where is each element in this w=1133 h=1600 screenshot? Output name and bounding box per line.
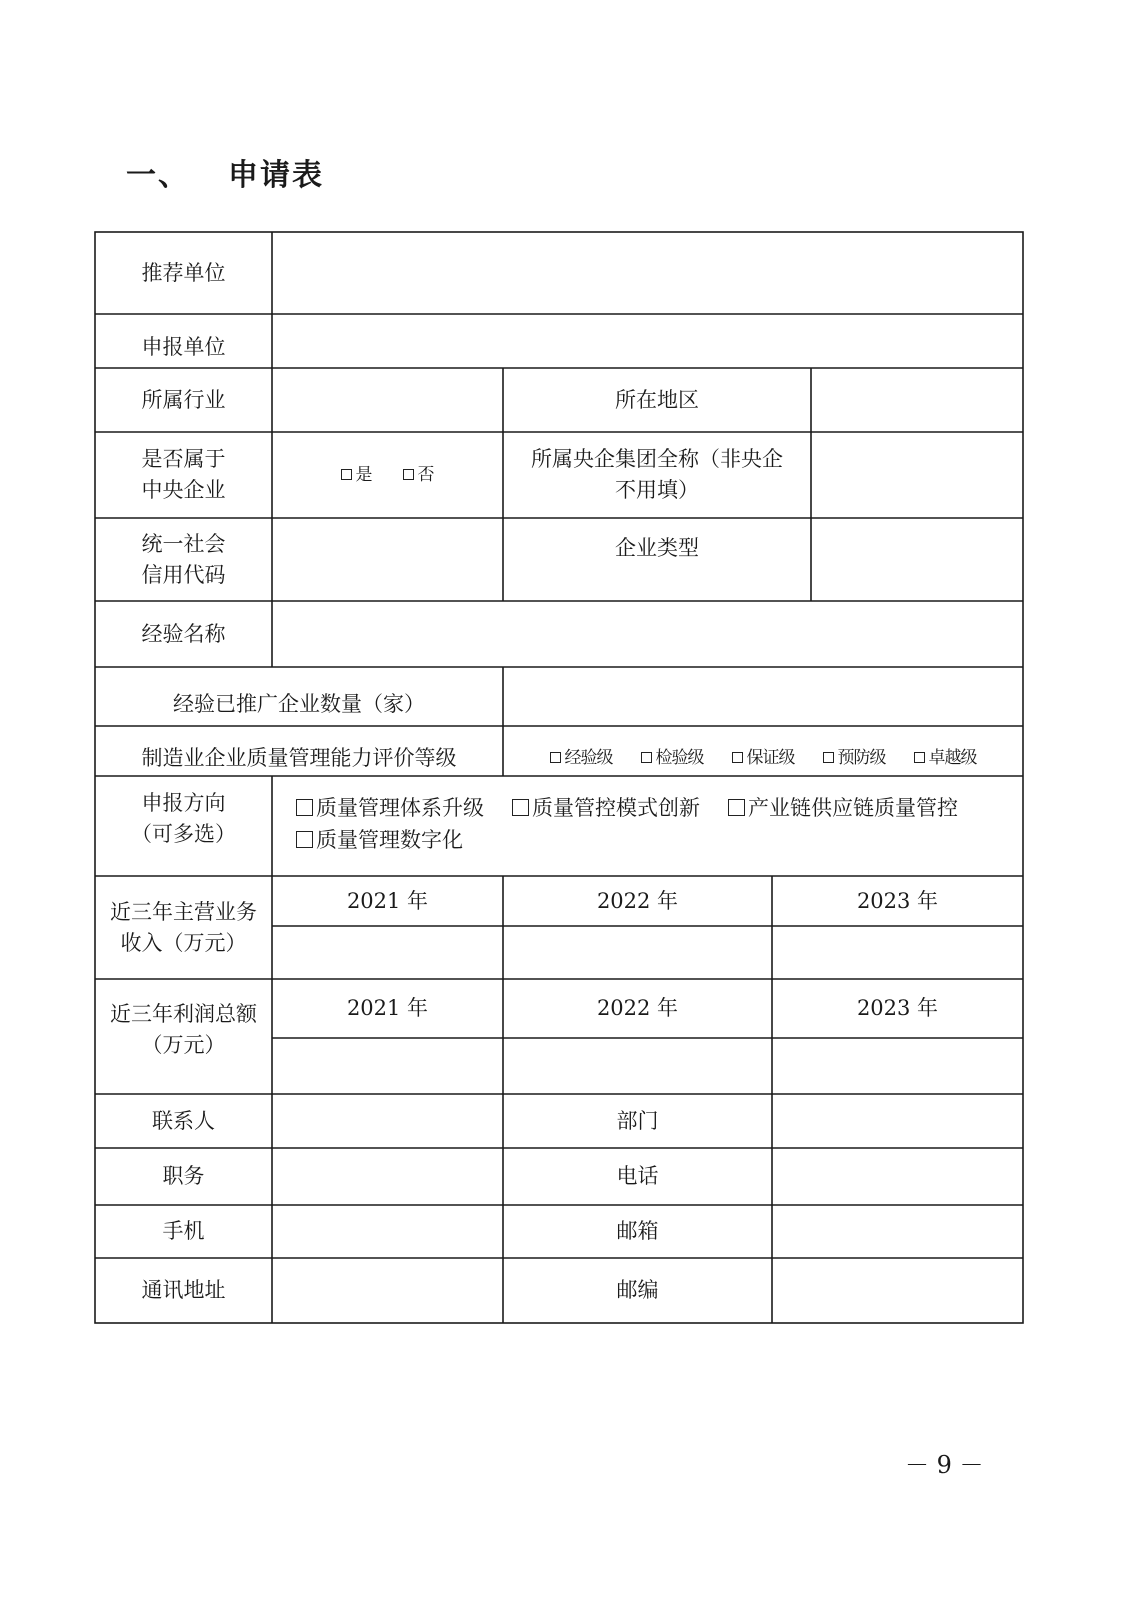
input-enterprise-type[interactable] xyxy=(811,518,1023,601)
checkbox-icon[interactable] xyxy=(550,752,561,763)
revenue-year-2021: 2021 年 xyxy=(346,888,429,913)
option-yes[interactable] xyxy=(341,460,373,491)
direction-option[interactable] xyxy=(512,796,700,820)
input-email[interactable] xyxy=(772,1205,1023,1258)
capability-level-options xyxy=(503,726,1023,776)
label-contact: 联系人 xyxy=(152,1108,215,1133)
checkbox-icon[interactable] xyxy=(641,752,652,763)
input-experience-name[interactable] xyxy=(272,601,1023,667)
level-label: 卓越级 xyxy=(928,747,977,768)
checkbox-icon[interactable] xyxy=(296,831,313,848)
level-option[interactable] xyxy=(732,743,795,774)
direction-option[interactable] xyxy=(296,796,484,820)
label-applicant-unit: 申报单位 xyxy=(141,334,226,359)
input-revenue-2023[interactable] xyxy=(772,926,1023,979)
input-region[interactable] xyxy=(811,368,1023,432)
label-capability-level: 制造业企业质量管理能力评价等级 xyxy=(141,745,457,770)
input-contact[interactable] xyxy=(272,1094,503,1148)
level-option[interactable] xyxy=(641,743,704,774)
label-phone: 电话 xyxy=(616,1164,659,1188)
input-profit-2021[interactable] xyxy=(272,1038,503,1094)
option-no[interactable] xyxy=(403,460,435,491)
label-enterprise-type: 企业类型 xyxy=(615,535,699,560)
label-direction-line1: 申报方向 xyxy=(141,791,226,815)
input-industry[interactable] xyxy=(272,368,503,432)
input-address[interactable] xyxy=(272,1258,503,1323)
checkbox-icon[interactable] xyxy=(296,799,313,816)
label-group-name-line2: 不用填） xyxy=(615,478,699,502)
label-position: 职务 xyxy=(162,1164,205,1188)
revenue-year-2023: 2023 年 xyxy=(856,888,939,913)
input-credit-code[interactable] xyxy=(272,518,503,601)
direction-option[interactable] xyxy=(296,828,463,852)
checkbox-icon[interactable] xyxy=(732,752,743,763)
checkbox-icon[interactable] xyxy=(341,469,352,480)
direction-label: 质量管理数字化 xyxy=(316,828,463,852)
label-recommend-unit: 推荐单位 xyxy=(141,260,226,285)
label-central-enterprise-line2: 中央企业 xyxy=(141,478,226,502)
label-revenue-line1: 近三年主营业务 xyxy=(110,899,257,924)
checkbox-icon[interactable] xyxy=(728,799,745,816)
central-enterprise-options xyxy=(272,432,503,518)
level-label: 保证级 xyxy=(746,747,795,768)
label-credit-code-line2: 信用代码 xyxy=(141,562,226,587)
page-number: － 9 － xyxy=(905,1451,984,1479)
input-group-name[interactable] xyxy=(811,432,1023,518)
profit-year-2023: 2023 年 xyxy=(856,996,939,1020)
section-number: 一、 xyxy=(126,158,190,193)
profit-year-2021: 2021 年 xyxy=(346,996,429,1020)
label-credit-code xyxy=(95,518,272,601)
direction-label: 质量管理体系升级 xyxy=(316,796,484,820)
input-profit-2023[interactable] xyxy=(772,1038,1023,1094)
level-label: 检验级 xyxy=(655,747,704,768)
input-applicant-unit[interactable] xyxy=(272,314,1023,368)
level-option[interactable] xyxy=(823,743,886,774)
checkbox-icon[interactable] xyxy=(403,469,414,480)
input-department[interactable] xyxy=(772,1094,1023,1148)
direction-options xyxy=(296,776,1023,876)
option-no-label: 否 xyxy=(417,464,435,485)
label-region: 所在地区 xyxy=(615,387,699,412)
checkbox-icon[interactable] xyxy=(914,752,925,763)
label-mobile: 手机 xyxy=(162,1219,205,1243)
label-profit-line2: （万元） xyxy=(141,1032,226,1057)
label-central-enterprise-line1: 是否属于 xyxy=(141,447,226,471)
checkbox-icon[interactable] xyxy=(823,752,834,763)
label-direction-line2: （可多选） xyxy=(131,822,236,846)
label-group-name-line1: 所属央企集团全称（非央企 xyxy=(531,447,783,471)
label-industry: 所属行业 xyxy=(141,387,226,412)
direction-label: 质量管控模式创新 xyxy=(532,796,700,820)
label-central-enterprise xyxy=(95,432,272,518)
input-revenue-2021[interactable] xyxy=(272,926,503,979)
label-promoted-count: 经验已推广企业数量（家） xyxy=(173,692,425,716)
input-postcode[interactable] xyxy=(772,1258,1023,1323)
label-email: 邮箱 xyxy=(616,1219,659,1243)
input-phone[interactable] xyxy=(772,1148,1023,1205)
label-revenue-line2: 收入（万元） xyxy=(120,930,247,955)
input-revenue-2022[interactable] xyxy=(503,926,772,979)
label-direction xyxy=(95,776,272,876)
level-label: 预防级 xyxy=(837,747,886,768)
direction-label: 产业链供应链质量管控 xyxy=(748,796,958,820)
label-credit-code-line1: 统一社会 xyxy=(141,531,226,556)
label-department: 部门 xyxy=(616,1108,659,1133)
input-recommend-unit[interactable] xyxy=(272,232,1023,314)
input-mobile[interactable] xyxy=(272,1205,503,1258)
label-revenue xyxy=(95,876,272,979)
level-option[interactable] xyxy=(914,743,977,774)
label-postcode: 邮编 xyxy=(616,1278,659,1302)
level-option[interactable] xyxy=(550,743,613,774)
checkbox-icon[interactable] xyxy=(512,799,529,816)
label-profit-line1: 近三年利润总额 xyxy=(110,1001,257,1026)
label-group-name xyxy=(503,432,811,518)
input-profit-2022[interactable] xyxy=(503,1038,772,1094)
input-position[interactable] xyxy=(272,1148,503,1205)
label-experience-name: 经验名称 xyxy=(141,621,226,646)
profit-year-2022: 2022 年 xyxy=(596,996,679,1020)
revenue-year-2022: 2022 年 xyxy=(596,888,679,913)
section-title: 申请表 xyxy=(228,158,324,193)
label-profit xyxy=(95,979,272,1094)
input-promoted-count[interactable] xyxy=(503,667,1023,726)
direction-option[interactable] xyxy=(728,796,958,820)
label-address: 通讯地址 xyxy=(141,1278,226,1302)
option-yes-label: 是 xyxy=(355,464,373,485)
level-label: 经验级 xyxy=(564,747,613,768)
